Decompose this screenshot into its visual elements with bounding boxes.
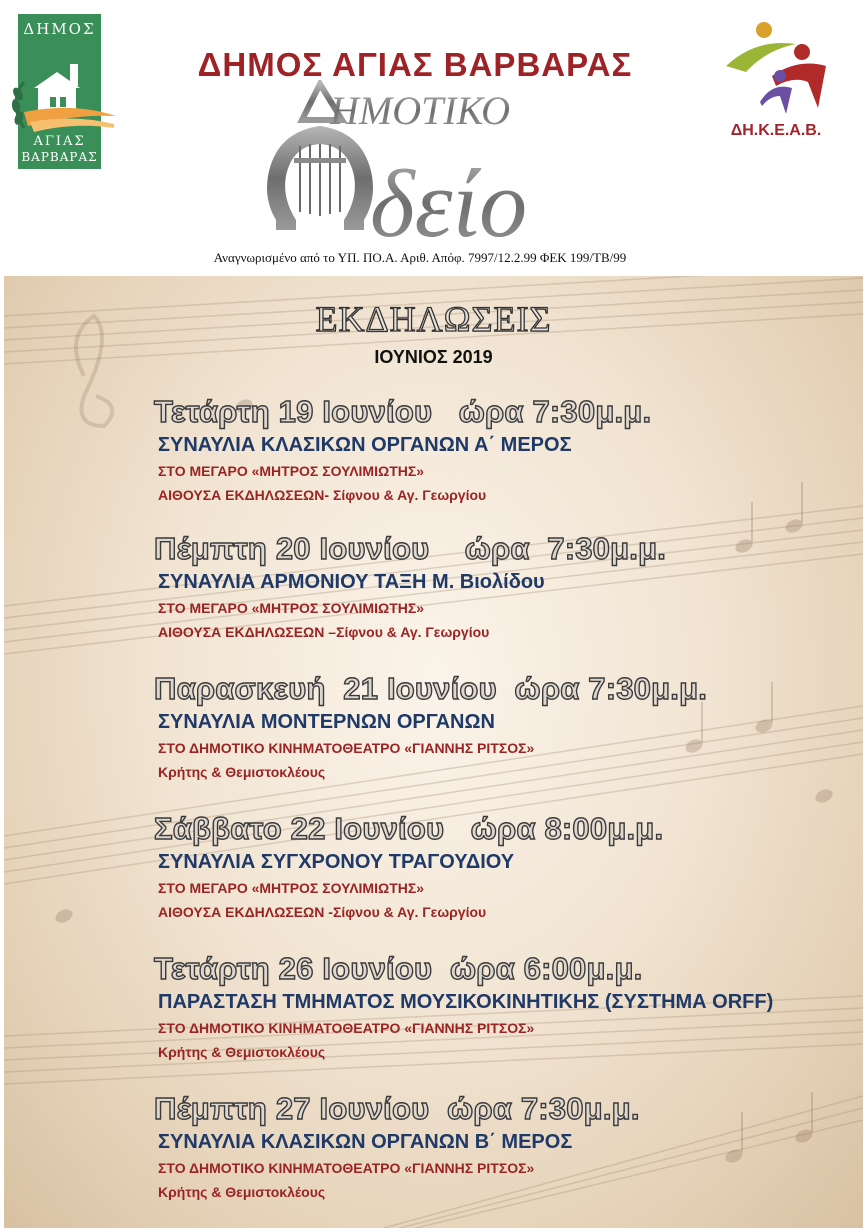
logo-bottom-text-1: ΑΓΙΑΣ — [33, 134, 86, 149]
recognition-note: Αναγνωρισμένο από το ΥΠ. ΠΟ.Α. Αριθ. Απόφ. 7997/12.2.99 ΦΕΚ 199/ΤΒ/99 — [213, 250, 627, 265]
event-title: ΣΥΝΑΥΛΙΑ ΑΡΜΟΝΙΟΥ ΤΑΞΗ Μ. Βιολίδου — [158, 571, 545, 593]
event-address: Κρήτης & Θεμιστοκλέους — [158, 1184, 326, 1200]
event-title: ΣΥΝΑΥΛΙΑ ΜΟΝΤΕΡΝΩΝ ΟΡΓΑΝΩΝ — [158, 711, 495, 733]
event-address: Κρήτης & Θεμιστοκλέους — [158, 1044, 326, 1060]
event-venue: ΣΤΟ ΜΕΓΑΡΟ «ΜΗΤΡΟΣ ΣΟΥΛΙΜΙΩΤΗΣ» — [158, 463, 425, 479]
event-date: Πέμπτη 20 Ιουνίου ώρα 7:30μ.μ. — [154, 531, 667, 566]
event-venue: ΣΤΟ ΔΗΜΟΤΙΚΟ ΚΙΝΗΜΑΤΟΘΕΑΤΡΟ «ΓΙΑΝΝΗΣ ΡΙΤΣΟΣ» — [158, 740, 535, 756]
event-1 — [154, 393, 854, 507]
event-5 — [154, 950, 854, 1064]
event-address: ΑΙΘΟΥΣΑ ΕΚΔΗΛΩΣΕΩΝ –Σίφνου & Αγ. Γεωργίου — [158, 624, 490, 640]
event-3 — [154, 670, 854, 784]
event-address: ΑΙΘΟΥΣΑ ΕΚΔΗΛΩΣΕΩΝ- Σίφνου & Αγ. Γεωργίου — [158, 487, 487, 503]
event-date: Πέμπτη 27 Ιουνίου ώρα 7:30μ.μ. — [154, 1091, 640, 1126]
odeio-logo — [262, 80, 572, 250]
event-date: Τετάρτη 26 Ιουνίου ώρα 6:00μ.μ. — [154, 951, 643, 986]
event-date: Σάββατο 22 Ιουνίου ώρα 8:00μ.μ. — [154, 811, 664, 846]
municipality-logo — [18, 14, 101, 169]
event-title: ΠΑΡΑΣΤΑΣΗ ΤΜΗΜΑΤΟΣ ΜΟΥΣΙΚΟΚΙΝΗΤΙΚΗΣ (ΣΥΣΤΗΜΑ ORFF) — [158, 991, 774, 1013]
events-poster — [4, 276, 863, 1228]
event-title: ΣΥΝΑΥΛΙΑ ΚΛΑΣΙΚΩΝ ΟΡΓΑΝΩΝ Β΄ ΜΕΡΟΣ — [158, 1131, 573, 1153]
event-6 — [154, 1090, 854, 1204]
municipality-title: ΔΗΜΟΣ ΑΓΙΑΣ ΒΑΡΒΑΡΑΣ — [197, 46, 633, 83]
event-address: Κρήτης & Θεμιστοκλέους — [158, 764, 326, 780]
event-4 — [154, 810, 854, 924]
event-venue: ΣΤΟ ΔΗΜΟΤΙΚΟ ΚΙΝΗΜΑΤΟΘΕΑΤΡΟ «ΓΙΑΝΝΗΣ ΡΙΤΣΟΣ» — [158, 1160, 535, 1176]
event-venue: ΣΤΟ ΔΗΜΟΤΙΚΟ ΚΙΝΗΜΑΤΟΘΕΑΤΡΟ «ΓΙΑΝΝΗΣ ΡΙΤΣΟΣ» — [158, 1020, 535, 1036]
event-date: Παρασκευή 21 Ιουνίου ώρα 7:30μ.μ. — [154, 671, 708, 706]
church-icon — [4, 42, 119, 142]
event-date: Τετάρτη 19 Ιουνίου ώρα 7:30μ.μ. — [154, 394, 652, 429]
logo-top-text: ΔΗΜΟΣ — [23, 20, 96, 38]
event-venue: ΣΤΟ ΜΕΓΑΡΟ «ΜΗΤΡΟΣ ΣΟΥΛΙΜΙΩΤΗΣ» — [158, 600, 425, 616]
event-title: ΣΥΝΑΥΛΙΑ ΣΥΓΧΡΟΝΟΥ ΤΡΑΓΟΥΔΙΟΥ — [158, 851, 515, 873]
odeio-line2: δείο — [370, 150, 528, 250]
events-title: ΕΚΔΗΛΩΣΕΙΣ — [315, 299, 552, 339]
event-2 — [154, 530, 854, 644]
event-title: ΣΥΝΑΥΛΙΑ ΚΛΑΣΙΚΩΝ ΟΡΓΑΝΩΝ Α΄ ΜΕΡΟΣ — [158, 434, 572, 456]
events-month: ΙΟΥΝΙΟΣ 2019 — [374, 347, 493, 367]
dikeav-logo — [706, 16, 846, 151]
odeio-line1: ΗΜΟΤΙΚΟ — [330, 88, 511, 133]
logo-bottom-text-2: ΒΑΡΒΑΡΑΣ — [21, 150, 98, 164]
people-icon — [706, 16, 846, 121]
event-address: ΑΙΘΟΥΣΑ ΕΚΔΗΛΩΣΕΩΝ -Σίφνου & Αγ. Γεωργίου — [158, 904, 487, 920]
dikeav-label: ΔΗ.Κ.Ε.Α.Β. — [730, 122, 822, 139]
header — [0, 0, 867, 272]
event-venue: ΣΤΟ ΜΕΓΑΡΟ «ΜΗΤΡΟΣ ΣΟΥΛΙΜΙΩΤΗΣ» — [158, 880, 425, 896]
